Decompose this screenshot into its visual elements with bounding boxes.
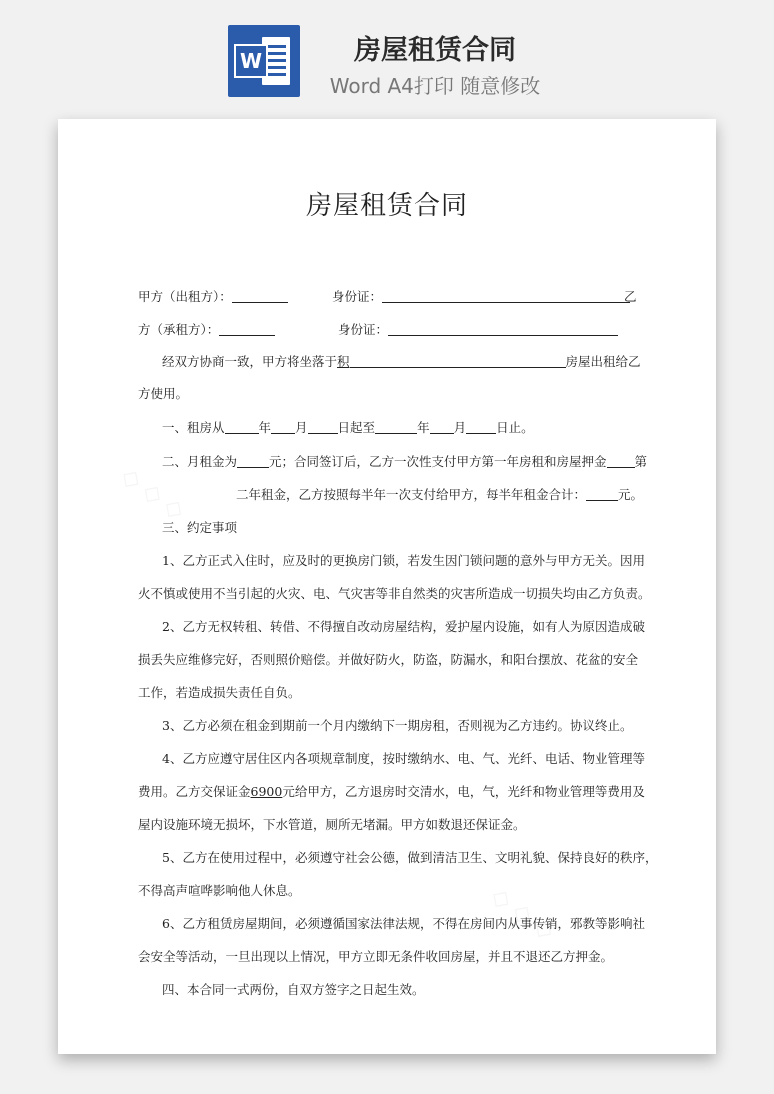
blank — [308, 420, 338, 434]
party-b-line — [138, 320, 275, 338]
item-2-line-1: 2、乙方无权转租、转借、不得擅自改动房屋结构，爱护屋内设施，如有人为原因造成破 — [162, 619, 645, 634]
deposit-amount: 6900 — [250, 784, 283, 799]
half-year-blank — [586, 487, 618, 501]
item-4-line-2 — [138, 782, 645, 800]
party-a-id-label: 身份证： — [332, 289, 383, 304]
party-b-id-line — [338, 320, 618, 338]
deposit-blank — [607, 454, 635, 468]
clause-1-month: 月 — [295, 420, 308, 435]
party-b-blank — [219, 322, 275, 336]
clause-2-text-4: 二年租金，乙方按照每半年一次支付给甲方，每半年租金合计： — [236, 487, 587, 502]
clause-1-year-2: 年 — [417, 420, 430, 435]
item-4-text-2: 元给甲方，乙方退房时交清水，电，气，光纤和物业管理等费用及 — [282, 784, 645, 799]
item-6-line-2: 会安全等活动，一旦出现以上情况，甲方立即无条件收回房屋，并且不退还乙方押金。 — [138, 949, 614, 964]
item-1-line-2: 火不慎或使用不当引起的火灾、电、气灾害等非自然类的灾害所造成一切损失均由乙方负责。 — [138, 586, 651, 601]
clause-2-line-2 — [236, 485, 643, 503]
blank — [466, 420, 496, 434]
clause-1-year: 年 — [258, 420, 272, 435]
intro-line-2: 方使用。 — [138, 386, 189, 401]
party-b-label: 方（承租方）： — [138, 322, 220, 337]
item-4-line-3: 屋内设施环境无损坏，下水管道，厕所无堵漏。甲方如数退还保证金。 — [138, 817, 526, 832]
clause-3-title: 三、约定事项 — [162, 520, 238, 535]
document-page — [58, 119, 716, 1054]
watermark — [116, 461, 190, 524]
party-b-prefix: 乙 — [624, 289, 637, 304]
clause-1 — [162, 418, 534, 436]
word-logo-letter: W — [234, 44, 268, 78]
item-2-line-2: 损丢失应维修完好，否则照价赔偿。并做好防火，防盗，防漏水，和阳台摆放、花盆的安全 — [138, 652, 639, 667]
blank — [271, 420, 295, 434]
item-2-line-3: 工作，若造成损失责任自负。 — [138, 685, 301, 700]
party-a-label: 甲方（出租方）： — [138, 289, 232, 304]
clause-4: 四、本合同一式两份，自双方签字之日起生效。 — [162, 982, 425, 997]
party-a-line — [138, 287, 288, 305]
header-title: 房屋租赁合同 — [354, 35, 516, 66]
clause-2-text-3: 第 — [634, 454, 648, 469]
item-3-line-1: 3、乙方必须在租金到期前一个月内缴纳下一期房租，否则视为乙方违约。协议终止。 — [162, 718, 633, 733]
word-icon — [228, 25, 300, 97]
intro-underlined: 积 — [337, 354, 350, 369]
item-4-text: 费用。乙方交保证金 — [138, 784, 251, 799]
intro-text-2: 房屋出租给乙 — [565, 354, 641, 369]
clause-2-line-1 — [162, 452, 647, 470]
clause-2-end: 元。 — [618, 487, 644, 502]
party-b-id-blank — [388, 322, 618, 336]
party-b-id-label: 身份证： — [338, 322, 389, 337]
party-a-blank — [232, 289, 288, 303]
item-6-line-1: 6、乙方租赁房屋期间，必须遵循国家法律法规，不得在房间内从事传销，邪教等影响社 — [162, 916, 645, 931]
blank — [225, 420, 259, 434]
clause-2-text-2: 元；合同签订后，乙方一次性支付甲方第一年房租和房屋押金 — [269, 454, 607, 469]
item-4-line-1: 4、乙方应遵守居住区内各项规章制度，按时缴纳水、电、气、光纤、电话、物业管理等 — [162, 751, 645, 766]
clause-1-end: 日止。 — [496, 420, 534, 435]
blank — [430, 420, 454, 434]
header-subtitle: Word A4打印 随意修改 — [329, 74, 541, 98]
intro-line-1 — [162, 352, 641, 370]
party-a-id-blank — [382, 289, 630, 303]
clause-1-month-2: 月 — [453, 420, 467, 435]
item-5-line-2: 不得高声喧哗影响他人休息。 — [138, 883, 301, 898]
address-blank — [350, 354, 566, 368]
clause-2-text: 二、月租金为 — [162, 454, 238, 469]
clause-1-day: 日起至 — [337, 420, 376, 435]
item-1-line-1: 1、乙方正式入住时，应及时的更换房门锁，若发生因门锁问题的意外与甲方无关。因用 — [162, 553, 645, 568]
item-5-line-1: 5、乙方在使用过程中，必须遵守社会公德，做到清洁卫生、文明礼貌、保持良好的秩序， — [162, 850, 658, 865]
watermark — [486, 881, 560, 944]
header — [0, 0, 774, 112]
intro-text: 经双方协商一致，甲方将坐落于 — [162, 354, 338, 369]
rent-blank — [237, 454, 269, 468]
blank — [375, 420, 417, 434]
document-title: 房屋租赁合同 — [305, 191, 468, 221]
clause-1-text: 一、租房从 — [162, 420, 225, 435]
party-a-id-line — [332, 287, 630, 305]
